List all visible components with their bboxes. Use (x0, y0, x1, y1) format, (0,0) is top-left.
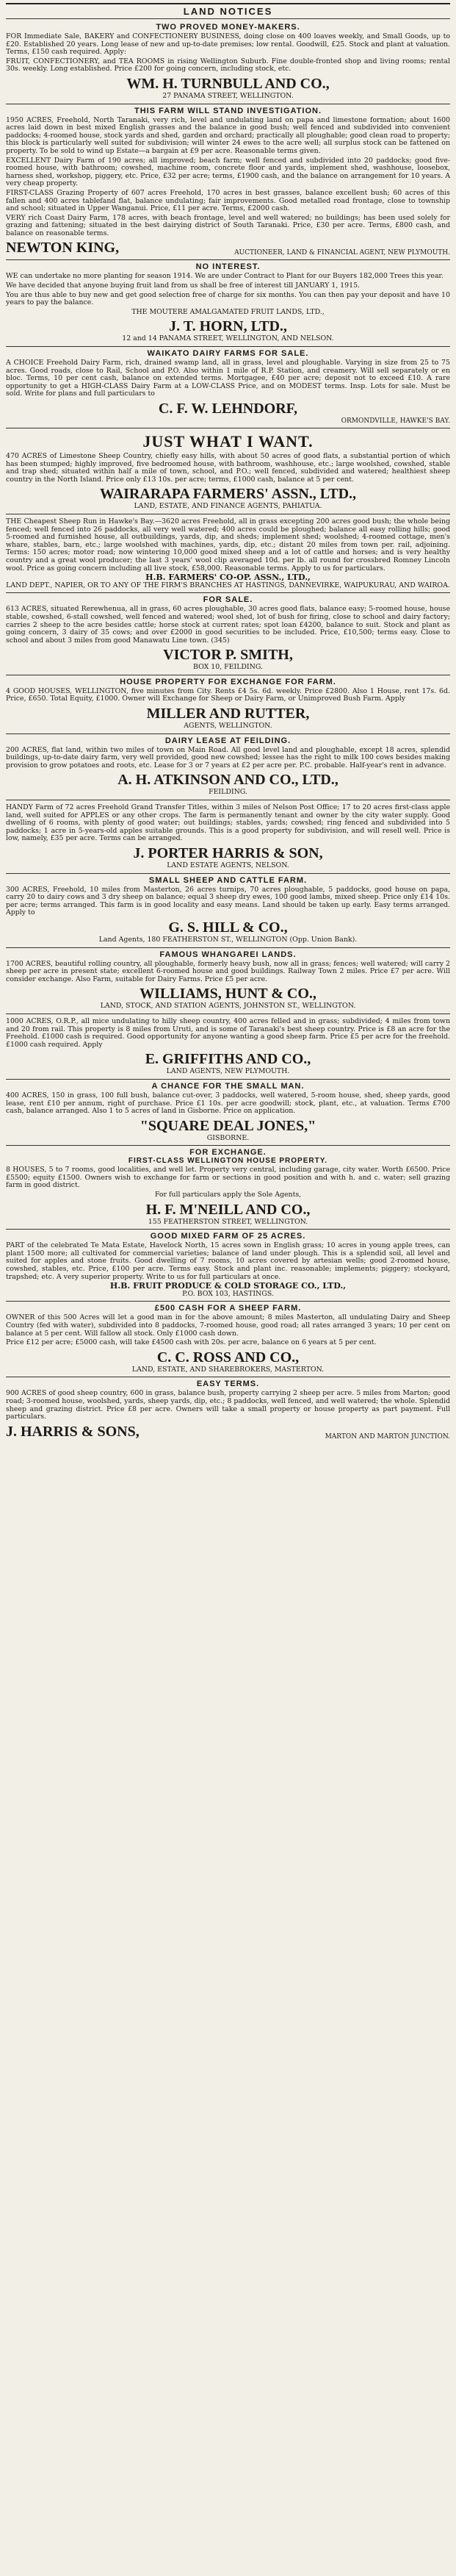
advertiser-name: J. PORTER HARRIS & SON, (133, 845, 323, 861)
ad-mneill (6, 1146, 450, 1230)
advertiser-name: J. T. HORN, LTD., (169, 318, 287, 335)
ad-title: FOR EXCHANGE. (189, 1148, 267, 1158)
ad-text: EXCELLENT Dairy Farm of 190 acres; all improved; beach farm; well fenced and subdivided into 20 paddocks; good five-roomed house, with bathroom; cowshed, machine room, concrete floor and yards, implement shed, washhouse, loosebox, harness shed, workshop, piggery, etc. Price, £32 per acre; terms, £1900 cash, and the balance on arrangement for 10 years. A very cheap property. (6, 156, 450, 188)
advertiser-address: AGENTS, WELLINGTON. (184, 722, 272, 731)
ad-title: FAMOUS WHANGAREI LANDS. (159, 950, 297, 959)
advertiser-name: C. C. ROSS AND CO., (156, 1349, 300, 1366)
ad-title: £500 CASH FOR A SHEEP FARM. (154, 1304, 302, 1313)
advertiser-name: J. HARRIS & SONS, (6, 1423, 140, 1440)
ad-text: 300 ACRES, Freehold, 10 miles from Masterton, 26 acres turnips, 70 acres ploughable, 5 paddocks, good house on papa, carry 20 to dairy cows and 3 dry sheep on balance; equal 3 sheep dry ewes, 100 good lambs, mixed sheep. Price only £14 10s. per acre; terms arranged. This farm is in good locality and easy means. Land should be taken up early. Easy terms arranged. Apply to (6, 885, 450, 917)
ad-text: VERY rich Coast Dairy Farm, 178 acres, with beach frontage, level and well watered; no buildings; has been used solely for grazing and fattening; situated in the best dairying district of South Taranaki. Price, £30 per acre. Terms, £800 cash, and balance on reasonable terms. (6, 213, 450, 237)
ad-text: FOR Immediate Sale, BAKERY and CONFECTIONERY BUSINESS, doing close on 400 loaves weekly, and Small Goods, up to £20. Established 20 years. Long lease of new and up-to-date premises; low rental. Goodwill, £25. Stock and plant at valuation. Terms, £150 cash required. Apply: (6, 32, 450, 57)
advertiser-name: VICTOR P. SMITH, (163, 647, 293, 664)
ad-victor-smith (6, 593, 450, 675)
advertiser-name: G. S. HILL & CO., (168, 919, 288, 936)
ad-harris-sons (6, 1377, 450, 1443)
ad-williams-hunt (6, 948, 450, 1014)
ad-title: WAIKATO DAIRY FARMS FOR SALE. (147, 349, 309, 359)
advertiser-name: H.B. FARMERS' CO-OP. ASSN., LTD., (145, 573, 311, 583)
ad-subtitle: FIRST-CLASS WELLINGTON HOUSE PROPERTY. (128, 1157, 328, 1166)
ad-hb-farmers (6, 514, 450, 593)
section-heading: LAND NOTICES (183, 6, 273, 17)
newspaper-column (6, 0, 450, 1443)
ad-title: DAIRY LEASE AT FEILDING. (164, 736, 292, 745)
ad-title: EASY TERMS. (196, 1380, 260, 1389)
ad-square-deal-jones (6, 1080, 450, 1146)
advertiser-name: H.B. FRUIT PRODUCE & COLD STORAGE CO., LTD., (109, 1281, 347, 1291)
ad-title: THIS FARM WILL STAND INVESTIGATION. (134, 106, 322, 115)
signature-row (6, 239, 450, 256)
ad-lehndorf (6, 347, 450, 428)
ad-text: A CHOICE Freehold Dairy Farm, rich, drained swamp land, all in grass, level and ploughable. Varying in size from 25 to 75 acres. Good roads, close to Rail, School and P.O. Also within 1 mile of R.P. Station, and creamery. Will sell separately or en bloc. Terms, 10 per cent cash, balance on extended terms. Mortgagee, £40 per acre; deposit not to exceed £10. A rare opportunity to get a HIGH-CLASS Dairy Farm at a LOW-CLASS Price, and on MODEST terms. Insp. Lots for sale. Must be sold. Write for plans and full particulars to (6, 359, 450, 398)
ad-atkinson (6, 734, 450, 800)
advertiser-name: C. F. W. LEHNDORF, (158, 401, 298, 417)
advertiser-address: FEILDING. (209, 788, 247, 797)
ad-text: OWNER of this 500 Acres will let a good man in for the above amount; 8 miles Masterton, all undulating Dairy and Sheep Country (fed with water), subdivided into 8 paddocks, 7-roomed house, good road; all rates arranged 3 years; 10 per cent on balance at 5 per cent. Will fallow all stock. Only £1000 cash down. (6, 1313, 450, 1338)
advertiser-name: WILLIAMS, HUNT & CO., (140, 986, 316, 1002)
advertiser-address: GISBORNE. (206, 1133, 250, 1142)
advertiser-name: MILLER AND RUTTER, (146, 706, 310, 722)
advertiser-address: BOX 10, FEILDING. (193, 663, 263, 672)
ad-turnbull (6, 21, 450, 104)
ad-text: HANDY Farm of 72 acres Freehold Grand Transfer Titles, within 3 miles of Nelson Post Office; 17 to 20 acres first-class apple land, well suited for APPLES or any other crops. The farm is permanently tenant and owner by the city water supply. Good dwelling of 6 rooms, with plenty of good water; out buildings; stables, yards; cowshed; ring fenced and subdivided into 5 paddocks; 1 acre in 5-years-old apples suitable grounds. This is a good property for subdivision, and will resell well. Price is low, namely, £35 per acre. Terms can be arranged. (6, 803, 450, 843)
ad-text: 200 ACRES, flat land, within two miles of town on Main Road. All good level land and ploughable, except 18 acres, splendid buildings, up-to-date dairy farm, very well provided, good new cowshed; lessee has the right to milk 100 cows besides making provision to grow potatoes and roots, etc. Lease for 3 or 7 years at £2 per acre per. P.C. probable. Half-year's rent in advance. (6, 745, 450, 769)
divider (6, 18, 450, 19)
advertiser-address: LAND ESTATE AGENTS, NELSON. (167, 861, 289, 869)
advertiser-address: 27 PANAMA STREET, WELLINGTON. (162, 91, 294, 100)
ad-text: FIRST-CLASS Grazing Property of 607 acres Freehold, 170 acres in best grasses, balance excellent bush; 60 acres of this fallen and 400 acres tablefand flat, balance undulating; fair improvements. Good metalled road frontage, close to township and school; situated in Upper Wanganui. Price, £11 per acre. Terms, £2000 cash. (6, 188, 450, 213)
ad-text: 1700 ACRES, beautiful rolling country, all ploughable, formerly heavy bush, now all in grass; fences; well watered; will carry 2 sheep per acre in present state; excellent 6-roomed house and good buildings. Railway Town 2 miles. Price £7 per acre. Will consider exchange. Also Farm, suitable for Dairy Farms. Price £5 per acre. (6, 959, 450, 983)
ad-title: FOR SALE. (203, 595, 253, 605)
ad-headline: JUST WHAT I WANT. (142, 432, 314, 451)
advertiser-address: LAND, ESTATE, AND SHAREBROKERS, MASTERTON. (131, 1365, 325, 1374)
ad-text: For full particulars apply the Sole Agents, (154, 1191, 302, 1199)
ad-text: 900 ACRES of good sheep country, 600 in grass, balance bush, property carrying 2 sheep per acre. 5 miles from Marton; good road; 3-roomed house, woolshed, yards, sheep yards, dip, etc.; 8 paddocks, well fenced, and well watered; the whole. Splendid sheep and grazing district. Price £8 per acre. Owners will take a small property or house property as part payment. Full particulars. (6, 1389, 450, 1421)
advertiser-address: LAND, ESTATE, AND FINANCE AGENTS, PAHIATUA. (134, 502, 322, 511)
ad-text: THE Cheapest Sheep Run in Hawke's Bay.—3620 acres Freehold, all in grass excepting 200 acres good bush; the whole being fenced; well fenced into 26 paddocks, all very well watered; 400 acres could be ploughed; balance all easy rolling hills; good 5-roomed and furnished house, all outbuildings, yards, dip, and sheds; implement shed; woolshed; 4-roomed cottage, men's whare, stables, barn, etc.; large woolshed with machines, yards, dip, etc.; distant 20 miles from town per. rail, adjoining. Terms: 150 acres; motor road; now wintering 10,000 good mixed sheep and a lot of cattle and horses; and is very healthy country and a great wool producer; the last 3 years' wool clip averaged 10d. per lb. all round for crossbred Romney Lincoln wool. Price as going concern including all live stock, £58,000. Reasonable terms. Apply to us for particulars. (6, 517, 450, 573)
advertiser-name: A. H. ATKINSON AND CO., LTD., (117, 772, 339, 789)
ad-text: 470 ACRES of Limestone Sheep Country, chiefly easy hills, with about 50 acres of good flats, a substantial portion of which has been stumped; highly improved, five bedroomed house, with bathroom, washhouse, etc.; large woolshed, cowshed, stable and trap shed; situated within half a mile of town, school, and P.O.; well fenced, subdivided and watered; healthiest sheep country in the North Island. Price only £13 10s. per acre; terms, £1000 cash, balance at 5 per cent. (6, 452, 450, 484)
ad-text: 8 HOUSES, 5 to 7 rooms, good localities, and well let. Property very central, including garage, city water. Worth £6500. Price £5500; equity £1500. Owners wish to exchange for farm or sections in good position and with h. and c. water; sell grazing farm in good district. (6, 1166, 450, 1190)
ad-text: 1000 ACRES, O.R.P., all mice undulating to hilly sheep country, 400 acres felled and in grass; subdivided; 4 miles from town and 20 from rail. This property is 8 miles from Uruti, and is some of Taranaki's best sheep country. Price is £8 an acre for the Freehold. £1000 cash is required. Good opportunity for anyone wanting a good sheep farm. Price £5 per acre for the freehold. £1000 cash required. Apply (6, 1016, 450, 1049)
advertiser-address: MARTON AND MARTON JUNCTION. (325, 1432, 450, 1441)
advertiser-name: "SQUARE DEAL JONES," (140, 1117, 316, 1134)
ad-griffiths (6, 1014, 450, 1080)
advertiser-address: 155 FEATHERSTON STREET, WELLINGTON. (148, 1217, 308, 1226)
ad-text: You are thus able to buy new and get good selection free of charge for six months. You can then pay your deposit and have 10 years to pay the balance. (6, 290, 450, 307)
ad-hb-fruit (6, 1230, 450, 1302)
ad-text: 1950 ACRES, Freehold, North Taranaki, very rich, level and undulating land on papa and limestone formation; about 1600 acres laid down in best mixed English grasses and the balance in good bush; well fenced and subdivided into convenient paddocks; 4-roomed house, stock yards and shed, garden and orchard; practically all ploughable; good clean road to property; this block is particularly well suited for subdivision; will winter 24 ewes to the acre well; all surplus stock can be fattened on property. To be sold to wind up Estate—a bargain at £9 per acre. Reasonable terms given. (6, 115, 450, 155)
ad-text: WE can undertake no more planting for season 1914. We are under Contract to Plant for our Buyers 182,000 Trees this year. (6, 272, 444, 281)
advertiser-address: LAND AGENTS, NEW PLYMOUTH. (166, 1067, 290, 1076)
ad-title: TWO PROVED MONEY-MAKERS. (156, 23, 300, 32)
ad-newton-king (6, 104, 450, 261)
ad-text: PART of the celebrated Te Mata Estate, Havelock North, 15 acres sown in English grass; 10 acres in young apple trees, can plant 1500 more; all cultivated for commercial varieties; balance of land under plough. This is a splendid soil, all level and suited for apples and stone fruits. Good dwelling of 7 rooms, 10 acres covered by artesian wells; good 2-roomed house, cowshed, stables, etc. Price, £100 per acre. Terms easy. Stock and plant inc. reasonable; implements; piggery; stockyard, trapshed; etc. A very superior property. Write to us for full particulars at once. (6, 1241, 450, 1281)
advertiser-name: NEWTON KING, (6, 240, 120, 256)
ad-title: A CHANCE FOR THE SMALL MAN. (151, 1081, 305, 1091)
advertiser-address: P.O. BOX 103, HASTINGS. (182, 1289, 274, 1298)
advertiser-address: 12 and 14 PANAMA STREET, WELLINGTON, AND NELSON. (122, 334, 334, 343)
advertiser-name: WM. H. TURNBULL AND CO., (126, 75, 330, 92)
advertiser-name: WAIRARAPA FARMERS' ASSN., LTD., (99, 486, 357, 503)
ad-miller-rutter (6, 675, 450, 734)
advertiser-address: ORMONDVILLE, HAWKE'S BAY. (341, 417, 450, 425)
ad-title: GOOD MIXED FARM OF 25 ACRES. (150, 1232, 306, 1241)
ad-porter-harris (6, 800, 450, 874)
ad-text: Price £12 per acre; £5000 cash, will take £4500 cash with 20s. per acre, balance on 6 years at 5 per cent. (6, 1338, 377, 1347)
advertiser-name: H. F. M'NEILL AND CO., (145, 1201, 311, 1218)
ad-title: HOUSE PROPERTY FOR EXCHANGE FOR FARM. (120, 677, 336, 686)
signature-row (6, 1423, 450, 1441)
ad-text: 400 ACRES, 150 in grass, 100 full bush, balance cut-over, 3 paddocks, well watered, 5-room house, shed, sheep yards, good lease, rent £10 per annum, right of purchase. Price £1 10s. per acre goodwill; stock, plant, etc., at valuation. Terms £700 cash, balance arranged. Also 1 to 5 acres of land in Gisborne. Price on application. (6, 1091, 450, 1116)
ad-title: SMALL SHEEP AND CATTLE FARM. (148, 875, 308, 885)
ad-wairarapa (6, 428, 450, 514)
top-rule (6, 3, 450, 4)
ad-title: NO INTEREST. (195, 262, 261, 272)
advertiser-name: E. GRIFFITHS AND CO., (145, 1051, 311, 1068)
advertiser-role: AUCTIONEER, LAND & FINANCIAL AGENT, NEW PLYMOUTH. (234, 249, 450, 257)
advertiser-address: LAND, STOCK, AND STATION AGENTS, JOHNSTON ST., WELLINGTON. (100, 1002, 356, 1011)
ad-text: 613 ACRES, situated Rerewhenua, all in grass, 60 acres ploughable, 30 acres good flats, balance easy; 5-roomed house, house stable, cowshed, 6-stall cowshed, well fenced and watered; wool shed, lot of bush for firing, close to school and dairy factory; carries 2 sheep to the acre besides cattle; horse stock at current rates; spot loan £4200, balance to suit. Stock and plant as going concern, 3 dairy of 35 cows; and over £2000 in good securities to be included. Price, £10,500; terms easy. Close to school and about 3 miles from good Manawatu Line town. (345) (6, 605, 450, 645)
ad-text: FRUIT, CONFECTIONERY, and TEA ROOMS in rising Wellington Suburb. Fine double-fronted shop and living rooms; rental 30s. weekly. Long established. Price £200 for going concern, including stock, etc. (6, 57, 450, 73)
advertiser-address: LAND DEPT., NAPIER, OR TO ANY OF THE FIRM'S BRANCHES AT HASTINGS, DANNEVIRKE, WAIPUKURAU, AND WAIROA. (6, 581, 450, 589)
advertiser-address: Land Agents, 180 FEATHERSTON ST., WELLINGTON (Opp. Union Bank). (98, 935, 358, 944)
ad-text: 4 GOOD HOUSES, WELLINGTON, five minutes from City. Rents £4 5s. 6d. weekly. Price £2800. Also 1 House, rent 17s. 6d. Price, £650. Total Equity, £1000. Owner will Exchange for Sheep or Dairy Farm, or Unimproved Bush Farm. Apply (6, 686, 450, 703)
ad-text: We have decided that anyone buying fruit land from us shall be free of interest till JANUARY 1, 1915. (6, 281, 361, 290)
company-line: THE MOUTERE AMALGAMATED FRUIT LANDS, LTD., (131, 307, 325, 316)
ad-horn (6, 260, 450, 347)
ad-gs-hill (6, 874, 450, 948)
ad-ross (6, 1302, 450, 1377)
